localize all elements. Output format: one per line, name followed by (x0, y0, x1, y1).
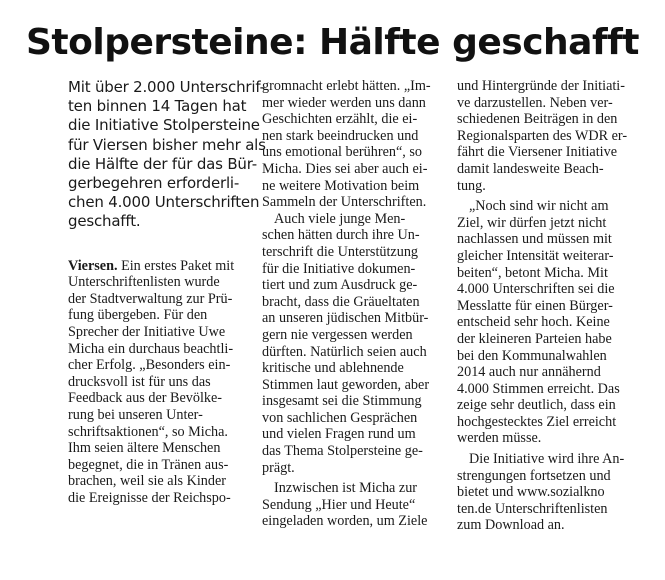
body-paragraph (262, 480, 437, 530)
text-line: bei den Kommunalwahlen (457, 347, 607, 364)
text-line: Micha ein durchaus beachtli- (68, 340, 234, 357)
text-line: ten binnen 14 Tagen hat (68, 97, 247, 116)
text-line: Unterschriftenlisten wurde (68, 274, 220, 291)
text-line: Feedback aus der Bevölke- (68, 390, 223, 407)
text-line: Sammeln der Unterschriften. (262, 194, 427, 211)
text-line: tung. (457, 177, 486, 194)
body-paragraph (262, 211, 437, 477)
text-line: begegnet, die in Tränen aus- (68, 456, 229, 473)
text-line: Ziel, wir dürfen jetzt nicht (457, 214, 607, 231)
text-line: Die Initiative wird ihre An- (469, 451, 625, 468)
article-column-3 (457, 78, 629, 534)
text-line: und Hintergründe der Initiati- (457, 78, 625, 94)
text-line: und vielen Fragen rund um (262, 426, 416, 443)
text-line: kritische und ablehnende (262, 360, 404, 377)
text-line: geschafft. (68, 212, 141, 231)
text-line: von sachlichen Gesprächen (262, 409, 418, 426)
lead-paragraph (68, 78, 266, 232)
text-line: Auch viele junge Men- (274, 210, 406, 227)
text-line: Regionalsparten des WDR er- (457, 127, 628, 144)
body-paragraph (68, 258, 246, 507)
text-line: gerbegehren erforderli- (68, 174, 240, 193)
text-line: tiert und zum Ausdruck ge- (262, 277, 418, 294)
dateline: Viersen. (68, 257, 118, 274)
text-line: werden müsse. (457, 430, 542, 447)
text-line: entscheid sehr hoch. Keine (457, 314, 610, 331)
text-line: fung übergeben. Für den (68, 307, 208, 324)
text-line: das Thema Stolpersteine ge- (262, 443, 423, 460)
article-headline: Stolpersteine: Hälfte geschafft (25, 22, 639, 63)
text-line: prägt. (262, 459, 295, 476)
text-line: bietet und www.sozialkno (457, 484, 605, 501)
text-line: hochgestecktes Ziel erreicht (457, 413, 617, 430)
body-paragraph (457, 78, 629, 194)
text-line: an unseren jüdischen Mitbür- (262, 310, 429, 327)
text-line: Stimmen laut geworden, aber (262, 376, 430, 393)
text-line: Mit über 2.000 Unterschrif- (68, 78, 265, 96)
body-paragraph (457, 198, 629, 447)
text-line: dürften. Natürlich seien auch (262, 343, 427, 360)
text-line: drucksvoll ist für uns das (68, 373, 211, 390)
text-line: gern nie vergessen werden (262, 326, 413, 343)
text-line: schriftsaktionen“, so Micha. (68, 423, 228, 440)
text-line: ne weitere Motivation beim (262, 177, 420, 194)
text-line: für Viersen bisher mehr als (68, 135, 266, 154)
text-line: nachlassen und müssen mit (457, 231, 612, 248)
text-line: Messlatte für einen Bürger- (457, 297, 613, 314)
text-line: schiedenen Beiträgen in den (457, 111, 618, 128)
text-line: der Stadtverwaltung zur Prü- (68, 290, 233, 307)
text-line: cher Erfolg. „Besonders ein- (68, 357, 231, 374)
article-column-1 (68, 78, 266, 507)
text-line: die Ereignisse der Reichspo- (68, 489, 231, 506)
text-line: gleicher Intensität weiterar- (457, 247, 614, 264)
text-line: die Initiative Stolpersteine (68, 116, 260, 135)
text-line: Geschichten erzählt, die ei- (262, 111, 418, 128)
text-line: bracht, dass die Gräueltaten (262, 293, 420, 310)
text-line: zum Download an. (457, 517, 565, 534)
text-line: Sprecher der Initiative Uwe (68, 324, 226, 340)
text-line: der kleineren Parteien habe (457, 330, 612, 347)
text-line: Ihm seien ältere Menschen (68, 440, 221, 457)
text-line: uns emotional berühren“, so (262, 144, 422, 161)
text-line: fährt die Viersener Initiative (457, 144, 618, 161)
article-column-2 (262, 78, 437, 530)
text-line: Micha. Dies sei aber auch ei- (262, 160, 428, 177)
text-line: „Noch sind wir nicht am (469, 198, 609, 215)
text-line: damit landesweite Beach- (457, 160, 604, 177)
text-line: Sendung „Hier und Heute“ (262, 496, 416, 513)
text-line: nen stark beeindrucken und (262, 127, 419, 144)
text-line: mer wieder werden uns dann (262, 94, 426, 111)
text-line: eingeladen worden, um Ziele (262, 513, 428, 530)
text-line: zeige sehr deutlich, dass ein (457, 397, 616, 414)
text-line: gromnacht erlebt hätten. „Im- (262, 78, 431, 94)
text-line: ve darzustellen. Neben ver- (457, 94, 613, 111)
text-line: die Hälfte der für das Bür- (68, 154, 257, 173)
text-line: 4.000 Stimmen erreicht. Das (457, 380, 620, 397)
text-line: 2014 auch nur annähernd (457, 364, 601, 381)
text-line: Inzwischen ist Micha zur (274, 480, 418, 497)
body-paragraph (262, 78, 437, 211)
text-line: chen 4.000 Unterschriften (68, 193, 260, 212)
text-line: 4.000 Unterschriften sei die (457, 281, 615, 298)
text-line: schen hätten durch ihre Un- (262, 227, 420, 244)
text-line: Ein erstes Paket mit (117, 257, 235, 274)
text-line: strengungen fortsetzen und (457, 467, 611, 484)
text-line: brachen, weil sie als Kinder (68, 473, 226, 490)
text-line: insgesamt sei die Stimmung (262, 393, 422, 410)
text-line: ten.de Unterschriftenlisten (457, 500, 608, 517)
text-line: beiten“, betont Micha. Mit (457, 264, 608, 281)
text-line: für die Initiative dokumen- (262, 260, 416, 277)
text-line: rung bei unseren Unter- (68, 406, 203, 423)
body-paragraph (457, 451, 629, 534)
text-line: terschrift die Unterstützung (262, 243, 419, 260)
